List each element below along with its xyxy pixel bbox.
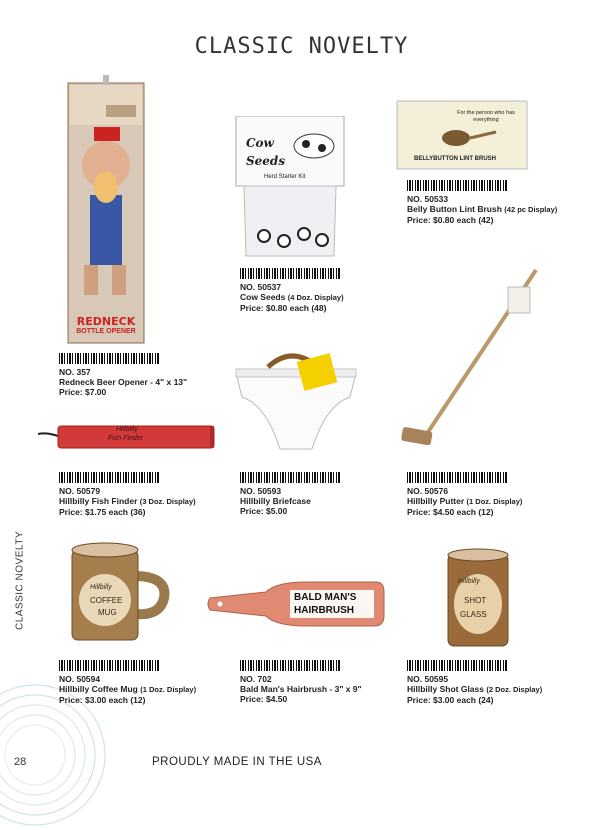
product-name (59, 684, 196, 695)
cow-seeds-label-3: Herd Starter Kit (264, 174, 306, 180)
shot-glass-image (444, 548, 512, 648)
product-name-text: Hillbilly Shot Glass (407, 684, 484, 694)
barcode (407, 660, 507, 671)
product-display-note: (4 Doz. Display) (287, 293, 344, 302)
coffee-mug-label-1: Hillbilly (90, 584, 112, 591)
fish-finder-label-1: Hillbilly (116, 426, 138, 433)
product-name-text: Hillbilly Coffee Mug (59, 684, 138, 694)
product-name-text: Belly Button Lint Brush (407, 204, 502, 214)
product-50579 (59, 472, 196, 517)
product-name: Redneck Beer Opener - 4" x 13" (59, 377, 188, 387)
lint-brush-label-2: BELLYBUTTON LINT BRUSH (414, 156, 497, 162)
barcode (240, 472, 340, 483)
product-name (240, 292, 344, 303)
lint-brush-label-1: For the person who has everything (457, 110, 515, 123)
product-50576 (407, 472, 522, 517)
barcode (407, 472, 507, 483)
product-name-text: Hillbilly Putter (407, 496, 465, 506)
product-number: NO. 50593 (240, 486, 282, 496)
coffee-mug-image (64, 540, 174, 645)
redneck-opener-image (66, 75, 146, 345)
coffee-mug-label-3: MUG (98, 608, 117, 617)
briefcase-image (232, 345, 360, 455)
putter-image (396, 265, 546, 455)
hairbrush-image (206, 578, 386, 628)
product-price: Price: $3.00 each (12) (59, 695, 146, 705)
barcode (240, 268, 340, 279)
lint-brush-image (396, 100, 528, 170)
product-number: NO. 50533 (407, 194, 449, 204)
shot-glass-label-3: GLASS (460, 610, 487, 619)
product-price: Price: $5.00 (240, 506, 288, 516)
shot-glass-label-1: Hillbilly (458, 578, 480, 585)
barcode (59, 660, 159, 671)
barcode (240, 660, 340, 671)
product-name-text: Cow Seeds (240, 292, 286, 302)
product-display-note: (2 Doz. Display) (486, 685, 543, 694)
product-50537 (240, 268, 344, 313)
product-50533 (407, 180, 557, 225)
product-display-note: (3 Doz. Display) (139, 497, 196, 506)
product-price: Price: $1.75 each (36) (59, 507, 146, 517)
product-number: NO. 50576 (407, 486, 449, 496)
page-number: 28 (14, 756, 27, 768)
product-price: Price: $0.80 each (48) (240, 303, 327, 313)
product-702 (240, 660, 362, 704)
barcode (407, 180, 507, 191)
cow-seeds-image (234, 116, 346, 261)
product-number: NO. 702 (240, 674, 272, 684)
coffee-mug-label-2: COFFEE (90, 596, 123, 605)
product-name (407, 204, 557, 215)
product-50595 (407, 660, 542, 705)
product-name (59, 496, 196, 507)
product-price: Price: $4.50 each (12) (407, 507, 494, 517)
product-357 (59, 353, 187, 397)
hairbrush-label-1: BALD MAN'S (294, 592, 357, 603)
fish-finder-label-2: Fish Finder (108, 435, 144, 442)
product-number: NO. 50595 (407, 674, 449, 684)
footer-tagline: PROUDLY MADE IN THE USA (152, 756, 322, 768)
redneck-opener-label-2: BOTTLE OPENER (76, 328, 136, 335)
product-number: NO. 50594 (59, 674, 101, 684)
product-name-text: Hillbilly Fish Finder (59, 496, 138, 506)
fish-finder-image (36, 420, 216, 454)
cow-seeds-label-1: Cow (246, 136, 274, 150)
redneck-opener-label-1: REDNECK (76, 315, 136, 328)
page-title: CLASSIC NOVELTY (194, 34, 409, 59)
barcode (59, 353, 159, 364)
product-price: Price: $0.80 each (42) (407, 215, 494, 225)
product-display-note: (42 pc Display) (504, 205, 558, 214)
product-price: Price: $7.00 (59, 387, 107, 397)
product-number: NO. 50579 (59, 486, 101, 496)
product-display-note: (1 Doz. Display) (140, 685, 197, 694)
product-50593 (240, 472, 340, 516)
product-name (407, 496, 522, 507)
product-50594 (59, 660, 196, 705)
product-display-note: (1 Doz. Display) (466, 497, 523, 506)
product-price: Price: $4.50 (240, 694, 288, 704)
barcode (59, 472, 159, 483)
cow-seeds-label-2: Seeds (246, 154, 286, 168)
product-price: Price: $3.00 each (24) (407, 695, 494, 705)
shot-glass-label-2: SHOT (464, 596, 487, 605)
side-section-label: CLASSIC NOVELTY (14, 531, 26, 631)
hairbrush-label-2: HAIRBRUSH (294, 605, 354, 616)
product-number: NO. 357 (59, 367, 91, 377)
product-name: Hillbilly Briefcase (240, 496, 311, 506)
product-name: Bald Man's Hairbrush - 3" x 9" (240, 684, 362, 694)
product-name (407, 684, 542, 695)
product-number: NO. 50537 (240, 282, 282, 292)
